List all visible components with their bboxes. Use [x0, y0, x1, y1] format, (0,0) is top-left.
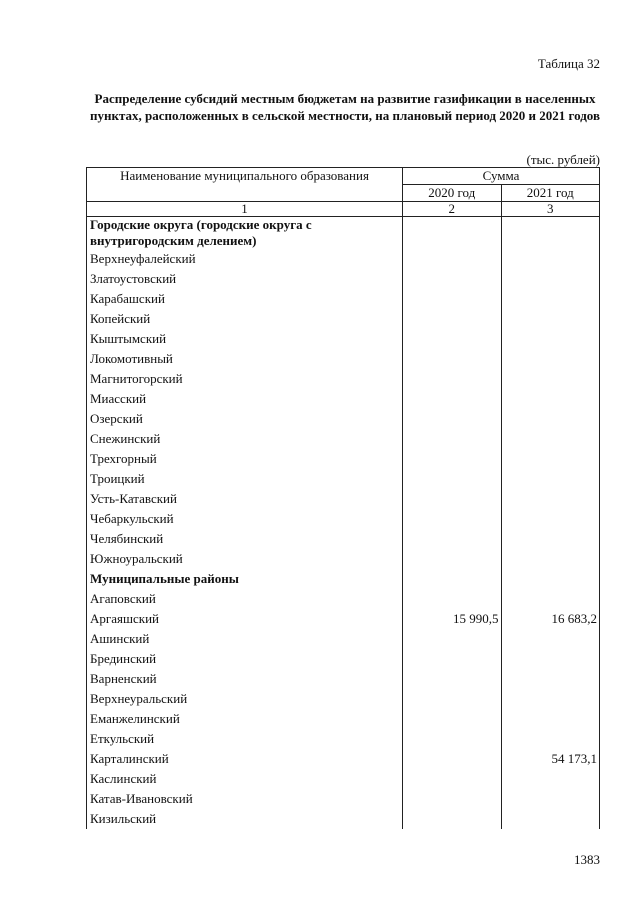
row-value-2020 — [403, 529, 502, 549]
row-value-2021 — [501, 249, 600, 269]
table-row — [87, 469, 600, 489]
row-value-2020 — [403, 789, 502, 809]
header-name: Наименование муниципального образования — [87, 168, 403, 202]
row-value-2020 — [403, 349, 502, 369]
row-name: Варненский — [87, 669, 403, 689]
row-name: Городские округа (городские округа с внутригородским делением) — [87, 217, 403, 250]
units-label: (тыс. рублей) — [526, 152, 600, 167]
row-value-2021 — [501, 269, 600, 289]
row-value-2020 — [403, 449, 502, 469]
row-name: Миасский — [87, 389, 403, 409]
row-name: Чебаркульский — [87, 509, 403, 529]
table-row — [87, 369, 600, 389]
row-value-2020 — [403, 489, 502, 509]
row-value-2020 — [403, 389, 502, 409]
row-value-2020 — [403, 709, 502, 729]
row-value-2020 — [403, 369, 502, 389]
table-row — [87, 489, 600, 509]
table-row — [87, 529, 600, 549]
row-value-2021 — [501, 689, 600, 709]
table-row — [87, 409, 600, 429]
row-value-2021 — [501, 309, 600, 329]
table-row — [87, 309, 600, 329]
table-label: Таблица 32 — [537, 56, 600, 71]
column-number-3: 3 — [501, 202, 600, 217]
row-value-2021 — [501, 569, 600, 589]
row-value-2021 — [501, 409, 600, 429]
row-value-2020 — [403, 769, 502, 789]
row-value-2021 — [501, 629, 600, 649]
row-name: Каслинский — [87, 769, 403, 789]
column-number-2: 2 — [403, 202, 502, 217]
table-body — [87, 217, 600, 830]
row-value-2021 — [501, 729, 600, 749]
table-row — [87, 269, 600, 289]
table-row — [87, 669, 600, 689]
row-name: Карталинский — [87, 749, 403, 769]
table-row — [87, 809, 600, 829]
row-name: Трехгорный — [87, 449, 403, 469]
row-value-2021 — [501, 549, 600, 569]
table-row — [87, 389, 600, 409]
row-name: Локомотивный — [87, 349, 403, 369]
row-value-2021 — [501, 329, 600, 349]
row-value-2020 — [403, 269, 502, 289]
header-sum: Сумма — [403, 168, 600, 185]
row-value-2020: 15 990,5 — [403, 609, 502, 629]
row-name: Ашинский — [87, 629, 403, 649]
row-value-2021 — [501, 589, 600, 609]
table-row — [87, 789, 600, 809]
table-row — [87, 329, 600, 349]
table-header — [87, 168, 600, 217]
table-row — [87, 769, 600, 789]
row-value-2020 — [403, 649, 502, 669]
row-value-2021 — [501, 769, 600, 789]
row-value-2020 — [403, 629, 502, 649]
table-row — [87, 749, 600, 769]
column-number-1: 1 — [87, 202, 403, 217]
page-number: 1383 — [574, 852, 600, 867]
row-value-2020 — [403, 809, 502, 829]
row-name: Златоустовский — [87, 269, 403, 289]
row-value-2020 — [403, 217, 502, 250]
table-row — [87, 589, 600, 609]
row-name: Аргаяшский — [87, 609, 403, 629]
row-name: Агаповский — [87, 589, 403, 609]
row-value-2020 — [403, 509, 502, 529]
table-row — [87, 349, 600, 369]
row-name: Катав-Ивановский — [87, 789, 403, 809]
subsidy-table — [86, 167, 600, 829]
row-name: Еманжелинский — [87, 709, 403, 729]
row-value-2021 — [501, 349, 600, 369]
row-value-2020 — [403, 289, 502, 309]
row-name: Копейский — [87, 309, 403, 329]
table-row — [87, 689, 600, 709]
group-row — [87, 217, 600, 250]
table-row — [87, 709, 600, 729]
table-row — [87, 249, 600, 269]
section-row — [87, 569, 600, 589]
table-row — [87, 609, 600, 629]
column-number-row — [87, 202, 600, 217]
row-value-2021 — [501, 429, 600, 449]
row-name: Усть-Катавский — [87, 489, 403, 509]
row-value-2020 — [403, 569, 502, 589]
row-value-2021 — [501, 649, 600, 669]
header-year-2021: 2021 год — [501, 185, 600, 202]
row-name: Снежинский — [87, 429, 403, 449]
row-value-2021 — [501, 789, 600, 809]
row-value-2021 — [501, 449, 600, 469]
table-row — [87, 549, 600, 569]
row-value-2021 — [501, 809, 600, 829]
row-value-2021 — [501, 709, 600, 729]
document-title: Распределение субсидий местным бюджетам на развитие газификации в населенных пунктах, расположенных в сельской местности, на плановый период 2020 и 2021 годов — [90, 91, 601, 123]
row-value-2020 — [403, 689, 502, 709]
row-value-2020 — [403, 249, 502, 269]
header-year-2020: 2020 год — [403, 185, 502, 202]
row-name: Кыштымский — [87, 329, 403, 349]
row-value-2020 — [403, 749, 502, 769]
row-value-2020 — [403, 669, 502, 689]
row-value-2020 — [403, 469, 502, 489]
row-value-2021 — [501, 469, 600, 489]
table-row — [87, 649, 600, 669]
row-name: Еткульский — [87, 729, 403, 749]
row-value-2020 — [403, 409, 502, 429]
row-value-2021: 16 683,2 — [501, 609, 600, 629]
row-value-2021 — [501, 669, 600, 689]
row-value-2021 — [501, 389, 600, 409]
row-name: Брединский — [87, 649, 403, 669]
row-value-2021 — [501, 289, 600, 309]
table-row — [87, 429, 600, 449]
row-value-2021 — [501, 509, 600, 529]
row-value-2020 — [403, 429, 502, 449]
row-name: Магнитогорский — [87, 369, 403, 389]
row-value-2020 — [403, 309, 502, 329]
table-row — [87, 449, 600, 469]
row-value-2021 — [501, 217, 600, 250]
row-value-2020 — [403, 729, 502, 749]
row-name: Муниципальные районы — [87, 569, 403, 589]
row-value-2021 — [501, 369, 600, 389]
table-row — [87, 729, 600, 749]
row-name: Кизильский — [87, 809, 403, 829]
table-row — [87, 629, 600, 649]
row-name: Верхнеуральский — [87, 689, 403, 709]
row-name: Верхнеуфалейский — [87, 249, 403, 269]
row-name: Южноуральский — [87, 549, 403, 569]
table-row — [87, 509, 600, 529]
row-value-2020 — [403, 549, 502, 569]
row-value-2021 — [501, 529, 600, 549]
row-name: Озерский — [87, 409, 403, 429]
row-name: Челябинский — [87, 529, 403, 549]
table-row — [87, 289, 600, 309]
header-row-1 — [87, 168, 600, 185]
row-value-2020 — [403, 589, 502, 609]
row-value-2021 — [501, 489, 600, 509]
row-value-2020 — [403, 329, 502, 349]
row-name: Карабашский — [87, 289, 403, 309]
row-name: Троицкий — [87, 469, 403, 489]
row-value-2021: 54 173,1 — [501, 749, 600, 769]
